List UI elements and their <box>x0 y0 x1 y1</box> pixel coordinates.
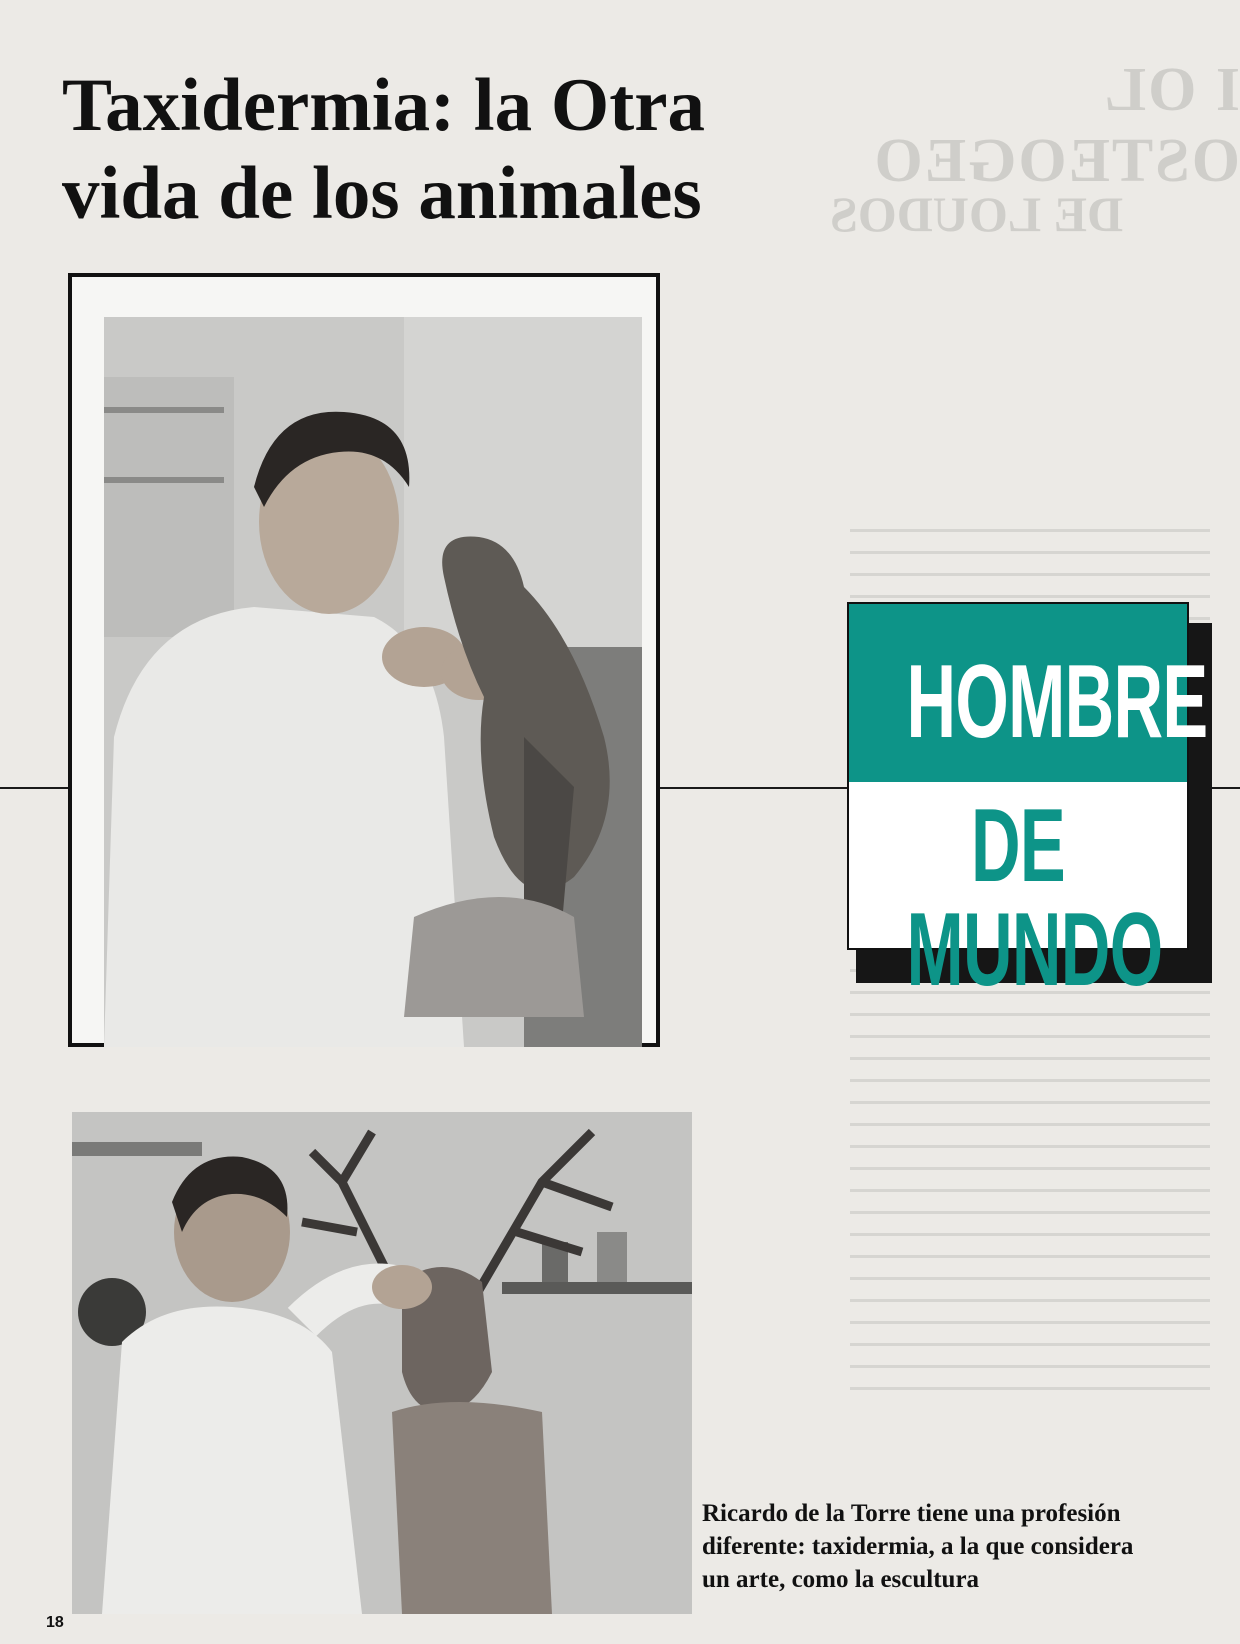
page-number: 18 <box>46 1614 64 1631</box>
photo-illustration-deer <box>72 1112 692 1614</box>
article-headline <box>62 62 705 238</box>
headline-line-2: vida de los animales <box>62 152 702 235</box>
photo-illustration <box>104 317 642 1047</box>
section-logo <box>847 602 1208 1008</box>
photo-caption <box>702 1497 1222 1596</box>
caption-line-1: Ricardo de la Torre tiene una profesión <box>702 1500 1121 1527</box>
taxidermist-deer-photo <box>72 1112 692 1614</box>
section-logo-word-hombre: HOMBRE <box>906 644 1208 760</box>
caption-line-2: diferente: taxidermia, a la que considera <box>702 1533 1134 1560</box>
headline-line-1: Taxidermia: la Otra <box>62 64 705 147</box>
horizontal-rule-left <box>0 787 70 789</box>
section-logo-word-de-mundo: DE MUNDO <box>906 788 1163 1008</box>
taxidermist-bird-photo <box>104 317 642 1047</box>
bleed-through-heading: I OL OSTEOGEO <box>872 56 1240 195</box>
horizontal-rule-middle <box>660 787 850 789</box>
bleed-through-subheading: DE LOUDOS <box>830 186 1124 242</box>
top-photo-frame <box>68 273 660 1047</box>
caption-line-3: un arte, como la escultura <box>702 1566 980 1593</box>
